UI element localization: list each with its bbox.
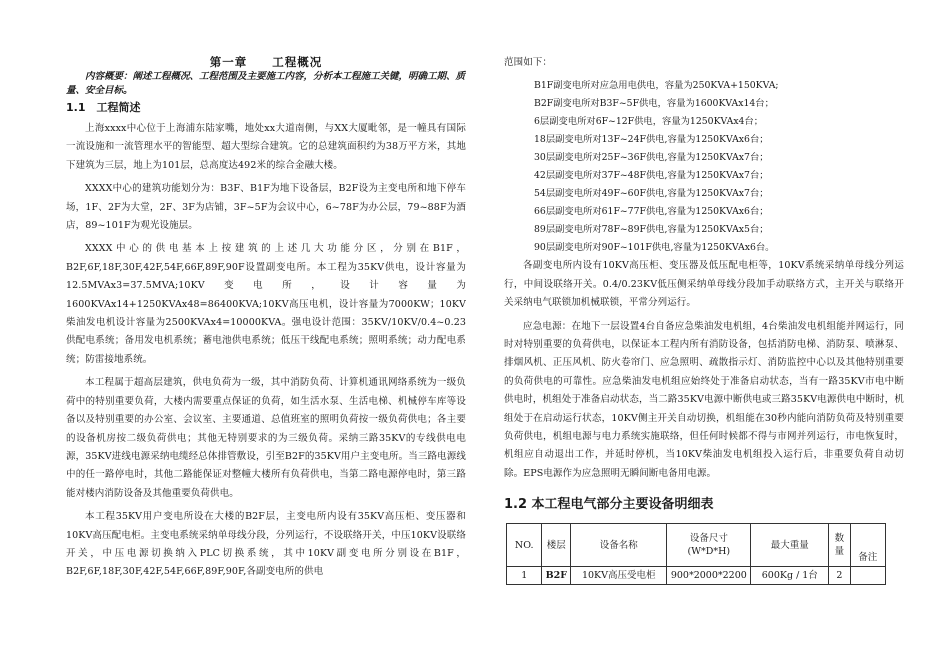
column-header: 数量 xyxy=(829,524,850,567)
list-item: 42层副变电所对37F~48F供电,容量为1250KVAx7台； xyxy=(534,170,769,182)
right-column xyxy=(504,54,904,585)
left-column xyxy=(66,54,466,587)
equipment-table xyxy=(506,523,886,585)
list-item: B2F副变电所对B3F~5F供电，容量为1600KVAx14台； xyxy=(534,98,774,110)
table-cell: 900*2000*2200 xyxy=(667,567,751,585)
table-cell: B2F xyxy=(542,567,571,585)
chapter-title: 第一章 工程概况 xyxy=(209,55,323,69)
section-1-1-heading: 1.1 工程简述 xyxy=(66,101,141,114)
paragraph: 上海xxxx中心位于上海浦东陆家嘴，地处xx大道南侧，与XX大厦毗邻，是一幢具有国际一流设施和一流管理水平的智能型、超大型综合建筑。它的总建筑面积约为38万平方米，其地下建筑为三层，地上为101层，总高度达492米的综合金融大楼。 xyxy=(66,123,466,171)
column-header: 备注 xyxy=(850,524,885,567)
table-cell: 1 xyxy=(507,567,542,585)
column-header: 设备名称 xyxy=(571,524,667,567)
list-item: 18层副变电所对13F~24F供电,容量为1250KVAx6台； xyxy=(534,134,769,146)
column-header: 最大重量 xyxy=(751,524,829,567)
table-row xyxy=(507,567,886,585)
table-cell xyxy=(850,567,885,585)
column-header: 楼层 xyxy=(542,524,571,567)
chapter-summary: 内容概要：阐述工程概况、工程范围及主要施工内容，分析本工程施工关键，明确工期、质量、安全目标。 xyxy=(66,71,466,96)
table-header-row xyxy=(507,524,886,567)
section-1-2-heading: 1.2 本工程电气部分主要设备明细表 xyxy=(504,497,714,513)
paragraph: XXXX中心的建筑功能划分为：B3F、B1F为地下设备层，B2F设为主变电所和地下停车场，1F、2F为大堂，2F、3F为店铺，3F~5F为会议中心，6~78F为办公层，79~88F为酒店，89~101F为观光设施层。 xyxy=(66,183,466,232)
column-header: NO. xyxy=(507,524,542,567)
list-item: 90层副变电所对90F~101F供电,容量为1250KVAx6台。 xyxy=(534,242,775,254)
paragraph: 本工程35KV用户变电所设在大楼的B2F层，主变电所内设有35KV高压柜、变压器和10KV高压配电柜。主变电系统采纳单母线分段，分列运行，不设联络开关，中压10KV设联络开关，中压电源切换纳入PLC切换系统，其中10KV副变电所分别设在B1F，B2F,6F,18F,30F,42F,54F,66F,89F,90F,各副变电所的供电 xyxy=(66,511,466,578)
table-cell: 2 xyxy=(829,567,850,585)
list-item: 6层副变电所对6F~12F供电，容量为1250KVAx4台； xyxy=(534,116,764,128)
table-cell: 600Kg / 1台 xyxy=(751,567,829,585)
column-header: 设备尺寸(W*D*H) xyxy=(667,524,751,567)
list-item: 30层副变电所对25F~36F供电,容量为1250KVAx7台； xyxy=(534,152,769,164)
substation-list xyxy=(504,77,904,257)
list-item: B1F副变电所对应急用电供电，容量为250KVA+150KVA; xyxy=(534,80,779,92)
list-item: 89层副变电所对78F~89F供电,容量为1250KVAx5台； xyxy=(534,224,769,236)
list-item: 66层副变电所对61F~77F供电,容量为1250KVAx6台； xyxy=(534,206,769,218)
paragraph: XXXX中心的供电基本上按建筑的上述几大功能分区，分别在B1F，B2F,6F,18F,30F,42F,54F,66F,89F,90F设置副变电所。本工程为35KV供电，设计容量为12.5MVAx3=37.5MVA;10KV变电所，设计容量为1600KVAx14+1250KVAx48=86400KVA;10KV高压电机，设计容量为7000KW；10KV柴油发电机设计容量为2500KVAx4=10000KVA。强电设计范围：35KV/10KV/0.4~0.23供配电系统；备用发电机系统；蓄电池供电系统；低压干线配电系统；照明系统；动力配电系统；防雷接地系统。 xyxy=(66,243,466,365)
paragraph: 范围如下： xyxy=(504,57,553,68)
table-cell: 10KV高压受电柜 xyxy=(571,567,667,585)
paragraph: 应急电源：在地下一层设置4台自备应急柴油发电机组，4台柴油发电机组能并网运行，同时对特别重要的负荷供电，以保证本工程内所有消防设备，包括消防电梯、消防泵、喷淋泵、排烟风机、正压风机、防火卷帘门、应急照明、疏散指示灯、消防监控中心以及其他特别重要的负荷供电的可靠性。应急柴油发电机组应始终处于准备启动状态，当有一路35KV市电中断供电时，机组处于准备启动状态，当二路35KV电源中断供电或三路35KV电源供电中断时，机组处于在启动运行状态，10KV侧主开关自动切换，机组能在30秒内能向消防负荷及特别重要负荷供电，机组电源与电力系统实施联络，但任何时候都不得与市网并列运行，市电恢复时，机组应自动退出工作，并延时停机，当10KV柴油发电机组投入运行后，非重要负荷自动切除。EPS电源作为应急照明无瞬间断电备用电源。 xyxy=(504,320,904,479)
list-item: 54层副变电所对49F~60F供电,容量为1250KVAx7台； xyxy=(534,188,769,200)
paragraph: 各副变电所内设有10KV高压柜、变压器及低压配电柜等，10KV系统采纳单母线分列运行，中间设联络开关。0.4/0.23KV低压侧采纳单母线分段加手动联络方式，主开关与联络开关采纳电气联锁加机械联锁，平常分列运行。 xyxy=(504,260,904,309)
paragraph: 本工程属于超高层建筑，供电负荷为一级，其中消防负荷、计算机通讯网络系统为一级负荷中的特别重要负荷，大楼内需要重点保证的负荷，如生活水泵、生活电梯、机械停车库等设备以及特别重要的办公室、会议室、主要通道、总值班室的照明负荷按一级负荷供电；各主要的设备机房按二级负荷供电；其他无特别要求的为三级负荷。采纳三路35KV的专线供电电源，35KV进线电源采纳电缆经总体排管敷设，引至B2F的35KV用户主变电所。当三路电源线中的任一路停电时，其他二路能保证对整幢大楼所有负荷供电，当第二路电源停电时，第三路能对楼内消防设备及其他重要负荷供电。 xyxy=(66,377,466,499)
